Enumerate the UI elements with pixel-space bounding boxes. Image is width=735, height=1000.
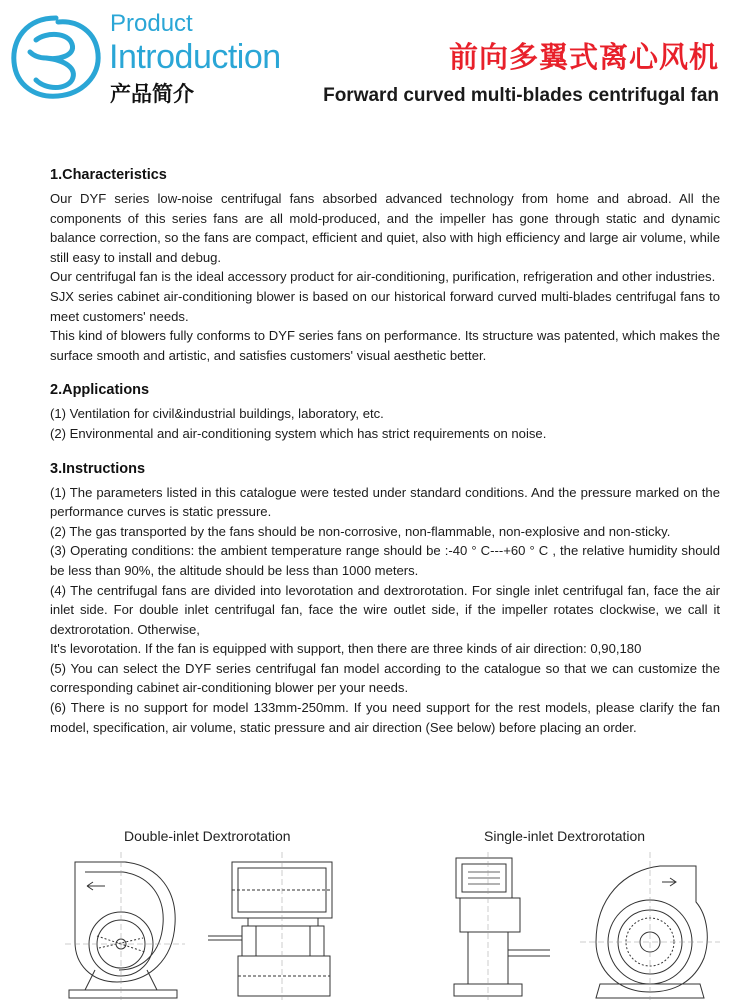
paragraph: Our DYF series low-noise centrifugal fans absorbed advanced technology from home and abroad. All the components of this series fans are all mold-produced, and the impeller has gone through static and dynamic balance correction, so the fans are compact, efficient and quiet, also with high efficiency and large air volume, while still easy to install and debug. [50, 191, 720, 265]
diagram-area [0, 820, 735, 1000]
main-content [50, 165, 720, 752]
section-heading: 2.Applications [50, 382, 150, 399]
product-word: Product [110, 10, 193, 37]
paragraph: (5) You can select the DYF series centrifugal fan model according to the catalogue so that we can customize the corresponding cabinet air-conditioning blower per your needs. [50, 660, 720, 696]
paragraph: (2) Environmental and air-conditioning system which has strict requirements on noise. [50, 425, 547, 441]
paragraph: (3) Operating conditions: the ambient temperature range should be :-40 ° C---+60 ° C , the relative humidity should be less than 90%, the altitude should be less than 1000 meters. [50, 543, 720, 578]
paragraph: This kind of blowers fully conforms to DYF series fans on performance. Its structure was patented, which makes the surface smooth and artistic, and satisfies customers' visual aesthetic better. [50, 328, 720, 363]
paragraph: (6) There is no support for model 133mm-250mm. If you need support for the rest models, please clarify the fan model, specification, air volume, static pressure and air direction (See below) before placing an order. [50, 700, 720, 735]
section-characteristics [50, 165, 720, 365]
paragraph: (1) The parameters listed in this catalogue were tested under standard conditions. And the pressure marked on the performance curves is static pressure. [50, 484, 720, 520]
cn-product-intro: 产品简介 [110, 83, 194, 106]
cn-page-title: 前向多翼式离心风机 [448, 42, 719, 74]
double-inlet-front-drawing [65, 852, 185, 1000]
introduction-word: Introduction [109, 38, 281, 76]
paragraph: It's levorotation. If the fan is equipped with support, then there are three kinds of air direction: 0,90,180 [50, 641, 642, 657]
section-instructions [50, 459, 720, 738]
section-heading: 3.Instructions [50, 460, 146, 477]
paragraph: (2) The gas transported by the fans should be non-corrosive, non-flammable, non-explosive and non-sticky. [50, 523, 671, 539]
paragraph: (4) The centrifugal fans are divided into levorotation and dextrorotation. For single inlet centrifugal fan, face the air inlet side. For double inlet centrifugal fan, face the wire outlet side, if the impeller rotates clockwise, we call it dextrorotation. Otherwise, [50, 582, 720, 637]
single-inlet-caption: Single-inlet Dextrorotation [484, 828, 646, 844]
paragraph: Our centrifugal fan is the ideal accessory product for air-conditioning, purification, refrigeration and other industries. [50, 269, 716, 285]
section-heading: 1.Characteristics [50, 167, 167, 183]
en-page-title: Forward curved multi-blades centrifugal fan [323, 85, 719, 106]
page-header [0, 0, 735, 130]
paragraph: (1) Ventilation for civil&industrial buildings, laboratory, etc. [50, 406, 384, 422]
double-inlet-caption: Double-inlet Dextrorotation [124, 828, 291, 844]
company-logo [6, 10, 106, 102]
single-inlet-front-drawing [580, 852, 720, 1000]
single-inlet-side-drawing [450, 852, 560, 1000]
paragraph: SJX series cabinet air-conditioning blower is based on our historical forward curved multi-blades centrifugal fans to meet customers' needs. [50, 288, 720, 324]
double-inlet-side-drawing [202, 852, 342, 1000]
section-applications [50, 380, 720, 443]
